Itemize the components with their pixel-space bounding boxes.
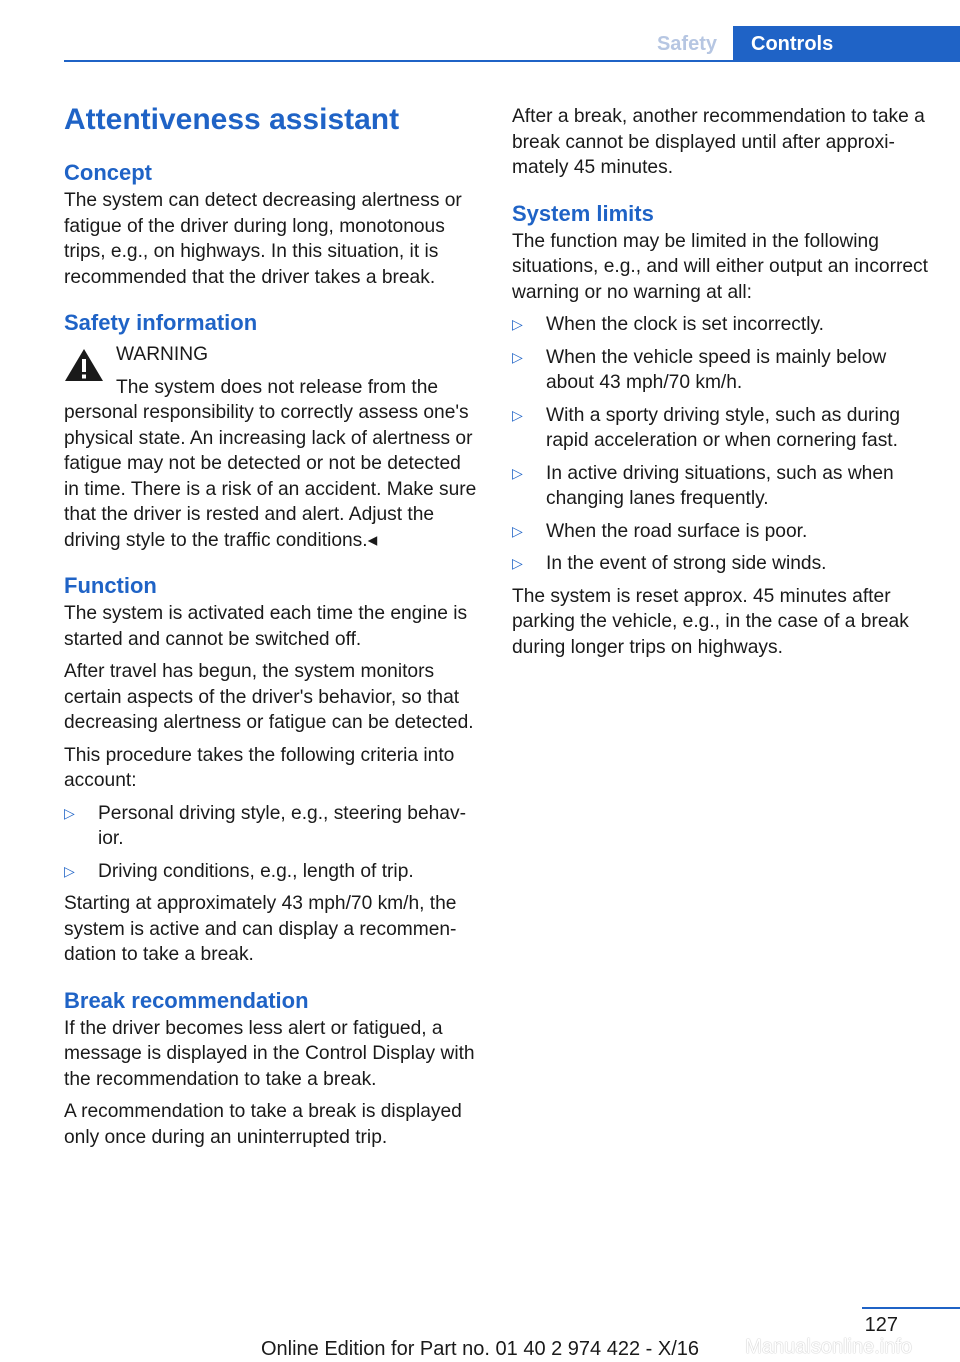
list-item-text: Personal driving style, e.g., steering behavior. xyxy=(98,802,466,849)
warning-triangle-icon xyxy=(64,348,104,382)
function-text-4: Starting at approximately 43 mph/70 km/h, the system is active and can display a recommendation to take a break. xyxy=(64,893,457,965)
criteria-list xyxy=(64,801,480,885)
right-column xyxy=(512,104,928,660)
left-column xyxy=(64,100,480,1150)
list-item-text: With a sporty driving style, such as during rapid acceleration or when cornering fast. xyxy=(546,404,901,451)
list-item-text: Driving conditions, e.g., length of trip. xyxy=(98,860,414,882)
limits-heading: System limits xyxy=(512,200,654,226)
tab-controls[interactable]: Controls xyxy=(733,26,960,62)
break-text-3: After a break, another recommendation to take a break cannot be displayed until after approximately 45 minutes. xyxy=(512,106,925,178)
break-heading: Break recommendation xyxy=(64,987,309,1013)
limits-reset-text: The system is reset approx. 45 minutes after parking the vehicle, e.g., in the case of a break during longer trips on highways. xyxy=(512,585,909,658)
list-item xyxy=(512,345,928,396)
list-item-text: When the vehicle speed is mainly below about 43 mph/70 km/h. xyxy=(546,346,887,393)
list-item-text: When the clock is set incorrectly. xyxy=(546,314,824,335)
chapter-tabs xyxy=(639,26,960,62)
break-text-1: If the driver becomes less alert or fatigued, a message is displayed in the Control Display with the recommendation to take a break. xyxy=(64,1017,475,1090)
triangle-right-outline-icon: ▷ xyxy=(64,804,75,821)
warning-first-line: The system does not release from the xyxy=(116,376,439,398)
watermark: Manualsonline.info xyxy=(745,1336,912,1358)
triangle-right-outline-icon: ▷ xyxy=(512,316,523,332)
safety-heading: Safety information xyxy=(64,310,258,335)
triangle-right-outline-icon: ▷ xyxy=(512,348,523,365)
header-rule xyxy=(64,60,960,62)
triangle-right-outline-icon: ▷ xyxy=(512,555,523,571)
list-item xyxy=(512,403,928,454)
triangle-right-outline-icon: ▷ xyxy=(512,522,523,539)
page-number: 127 xyxy=(864,1314,898,1336)
tab-safety[interactable]: Safety xyxy=(656,32,717,55)
concept-heading: Concept xyxy=(64,160,152,185)
limits-text: The function may be limited in the following situations, e.g., and will either output an incorrect warning or no warning at all: xyxy=(512,230,928,303)
triangle-right-outline-icon: ▷ xyxy=(64,862,75,879)
warning-label: WARNING xyxy=(116,344,209,365)
list-item xyxy=(64,801,480,852)
list-item xyxy=(512,312,928,338)
edition-footer: Online Edition for Part no. 01 40 2 974 422 - X/16 xyxy=(260,1338,700,1360)
function-text-2: After travel has begun, the system monitors certain aspects of the driver's behavior, so that decreasing alertness or fatigue can be detected. xyxy=(64,661,474,733)
concept-text: The system can detect decreasing alertness or fatigue of the driver during long, monotonous trips, e.g., on highways. In this situation, it is recommended that the driver takes a break. xyxy=(64,190,462,288)
page-title: Attentiveness assistant xyxy=(64,103,400,136)
list-item-text: When the road surface is poor. xyxy=(546,520,808,542)
list-item xyxy=(64,859,480,885)
page-number-rule xyxy=(862,1307,960,1309)
warning-block xyxy=(64,338,480,553)
list-item-text: In active driving situations, such as when changing lanes frequently. xyxy=(546,462,894,509)
triangle-right-outline-icon: ▷ xyxy=(512,406,523,423)
limits-list xyxy=(512,312,928,577)
list-item-text: In the event of strong side winds. xyxy=(546,553,827,574)
warning-text: personal responsibility to correctly assess one's physical state. An increasing lack of alertness or fatigue may not be detected or not be detected in time. There is a risk of an accident. Make sure that the driver is rested and alert. Adjust the driving style to the traffic conditions.◂ xyxy=(64,402,477,551)
list-item xyxy=(512,519,928,545)
function-text-3: This procedure takes the following criteria into account: xyxy=(64,744,455,791)
triangle-right-outline-icon: ▷ xyxy=(512,464,523,481)
list-item xyxy=(512,461,928,512)
list-item xyxy=(512,551,928,577)
function-text-1: The system is activated each time the engine is started and cannot be switched off. xyxy=(64,603,468,650)
function-heading: Function xyxy=(64,573,157,598)
break-text-2: A recommendation to take a break is displayed only once during an uninterrupted trip. xyxy=(64,1101,462,1148)
